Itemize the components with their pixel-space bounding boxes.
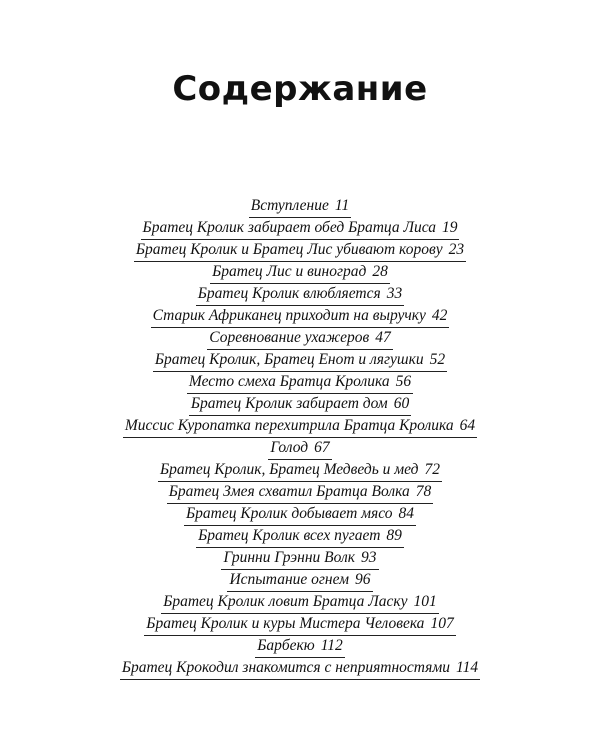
toc-entry-line [210, 262, 390, 284]
toc-entry-title: Братец Кролик добывает мясо [185, 505, 393, 522]
toc-entry[interactable] [0, 240, 600, 262]
toc-entry[interactable] [0, 394, 600, 416]
toc-entry-line [184, 504, 416, 526]
toc-entry-page-number: 52 [429, 351, 446, 368]
toc-entry-line [268, 438, 331, 460]
toc-entry-page-number: 28 [372, 263, 388, 280]
toc-entry[interactable] [0, 306, 600, 328]
toc-entry-line [161, 592, 439, 614]
toc-entry-line [187, 372, 413, 394]
toc-entry-line [158, 460, 442, 482]
toc-entry-line [221, 548, 378, 570]
toc-entry-page-number: 78 [415, 483, 432, 500]
toc-entry-page-number: 112 [320, 637, 343, 654]
toc-entry-title: Братец Лис и виноград [212, 263, 367, 280]
toc-entry-title: Гринни Грэнни Волк [223, 549, 355, 566]
toc-entry-line [207, 328, 392, 350]
toc-entry[interactable] [0, 372, 600, 394]
toc-entry-line [249, 196, 352, 218]
toc-entry[interactable] [0, 570, 600, 592]
toc-entry[interactable] [0, 196, 600, 218]
toc-entry-title: Братец Кролик ловит Братца Ласку [163, 593, 408, 610]
toc-entry-page-number: 84 [398, 505, 415, 522]
toc-entry-line [120, 658, 480, 680]
toc-entry-line [123, 416, 477, 438]
toc-entry[interactable] [0, 284, 600, 306]
toc-entry-title: Братец Кролик забирает обед Братца Лиса [142, 219, 436, 236]
toc-entry-page-number: 114 [456, 659, 479, 676]
toc-entry-title: Братец Кролик всех пугает [198, 527, 381, 544]
toc-entry-title: Миссис Куропатка перехитрила Братца Кролика [124, 417, 454, 434]
toc-entry-line [189, 394, 411, 416]
toc-entry[interactable] [0, 504, 600, 526]
toc-entry-page-number: 33 [386, 285, 403, 302]
toc-entry-line [196, 284, 404, 306]
toc-entry[interactable] [0, 416, 600, 438]
toc-entry-page-number: 42 [431, 307, 448, 324]
toc-entry-page-number: 107 [430, 615, 454, 632]
toc-entry[interactable] [0, 460, 600, 482]
toc-entry-line [144, 614, 455, 636]
toc-entry-line [167, 482, 433, 504]
toc-entry-title: Братец Кролик, Братец Медведь и мед [160, 461, 419, 478]
toc-entry-title: Братец Кролик, Братец Енот и лягушки [154, 351, 424, 368]
toc-entry-title: Братец Кролик и куры Мистера Человека [146, 615, 425, 632]
toc-entry-page-number: 101 [413, 593, 437, 610]
toc-entry[interactable] [0, 328, 600, 350]
toc-entry-title: Старик Африканец приходит на выручку [152, 307, 426, 324]
toc-entry-title: Испытание огнем [229, 571, 350, 588]
toc-entry[interactable] [0, 438, 600, 460]
toc-entry-page-number: 72 [424, 461, 440, 478]
toc-entry[interactable] [0, 350, 600, 372]
toc-entry-title: Соревнование ухажеров [209, 329, 370, 346]
toc-entry-page-number: 93 [361, 549, 377, 566]
toc-entry-title: Вступление [250, 197, 329, 214]
toc-entry-page-number: 64 [459, 417, 476, 434]
toc-entry-page-number: 11 [334, 197, 350, 214]
toc-entry[interactable] [0, 526, 600, 548]
toc-entry-line [134, 240, 466, 262]
toc-entry-title: Голод [270, 439, 309, 456]
toc-entry[interactable] [0, 592, 600, 614]
toc-entry[interactable] [0, 262, 600, 284]
toc-entry[interactable] [0, 218, 600, 240]
toc-entry-title: Братец Кролик и Братец Лис убивают корову [135, 241, 443, 258]
toc-entry-page-number: 47 [375, 329, 391, 346]
page-title: Содержание [172, 68, 428, 109]
toc-entry-page-number: 67 [314, 439, 330, 456]
toc-entry[interactable] [0, 548, 600, 570]
toc-entry-page-number: 89 [386, 527, 402, 544]
toc-entry-line [227, 570, 372, 592]
toc-entry-line [151, 306, 450, 328]
toc-entry[interactable] [0, 614, 600, 636]
toc-entry-title: Братец Кролик забирает дом [190, 395, 388, 412]
toc-entry-page-number: 96 [355, 571, 371, 588]
toc-entry-page-number: 60 [393, 395, 410, 412]
toc-entry[interactable] [0, 636, 600, 658]
toc-entry-page-number: 56 [395, 373, 412, 390]
toc-entry[interactable] [0, 482, 600, 504]
toc-entry-line [153, 350, 447, 372]
toc-entry-title: Барбекю [257, 637, 315, 654]
toc-entry-title: Место смеха Братца Кролика [188, 373, 390, 390]
table-of-contents [0, 196, 600, 680]
toc-entry-line [255, 636, 345, 658]
toc-entry[interactable] [0, 658, 600, 680]
toc-entry-page-number: 19 [441, 219, 458, 236]
toc-entry-line [141, 218, 460, 240]
toc-entry-title: Братец Крокодил знакомится с неприятностями [121, 659, 451, 676]
toc-entry-page-number: 23 [448, 241, 465, 258]
toc-entry-title: Братец Кролик влюбляется [197, 285, 381, 302]
toc-entry-title: Братец Змея схватил Братца Волка [168, 483, 410, 500]
toc-entry-line [196, 526, 404, 548]
